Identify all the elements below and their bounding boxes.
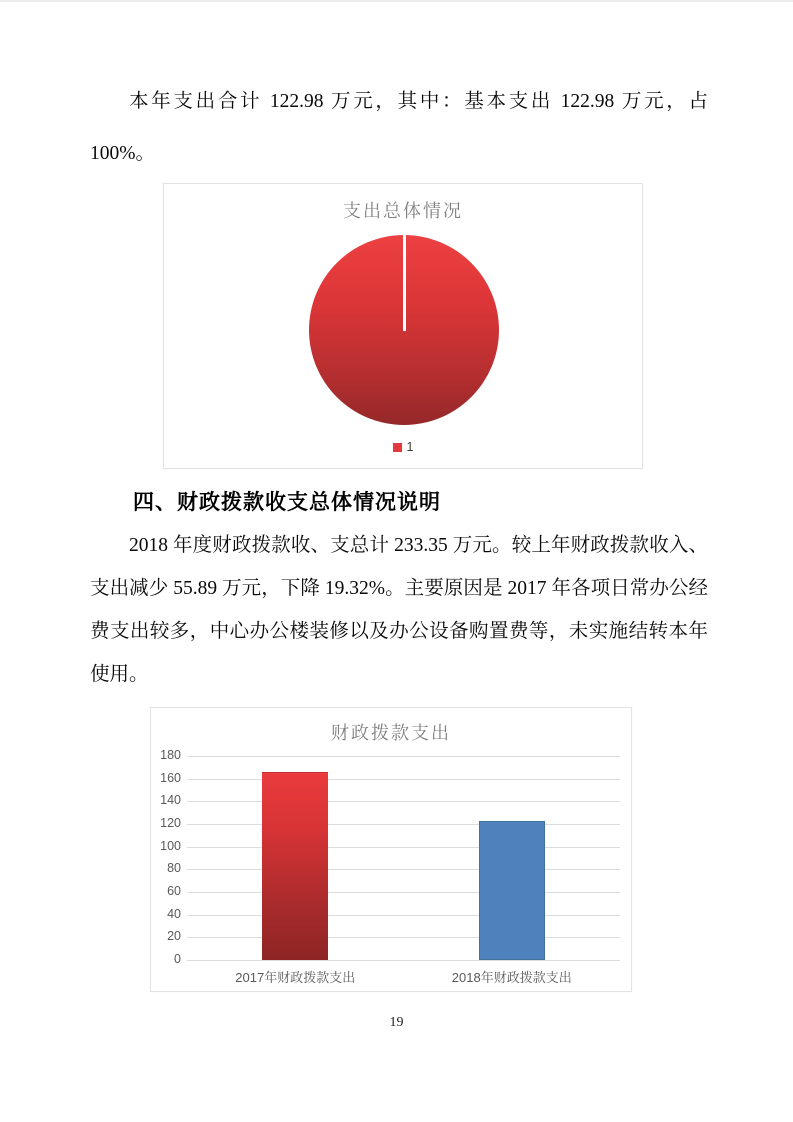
gridline xyxy=(187,801,620,802)
gridline xyxy=(187,915,620,916)
legend-swatch-icon xyxy=(393,443,402,452)
bar-x-labels xyxy=(187,967,620,986)
y-tick-label: 160 xyxy=(160,770,181,785)
gridline xyxy=(187,779,620,780)
x-category-label: 2017年财政拨款支出 xyxy=(235,970,356,985)
bar-plot-area xyxy=(187,756,620,960)
pie-legend xyxy=(164,440,642,454)
bar-chart-title: 财政拨款支出 xyxy=(331,723,451,743)
legend-label: 1 xyxy=(406,440,414,454)
pie-chart-title: 支出总体情况 xyxy=(343,201,463,221)
y-tick-label: 140 xyxy=(160,793,181,808)
y-tick-label: 0 xyxy=(174,952,181,966)
gridline xyxy=(187,937,620,938)
page-number: 19 xyxy=(389,1015,404,1030)
section-heading: 四、财政拨款收支总体情况说明 xyxy=(133,491,441,514)
fiscal-summary-paragraph: 2018 年度财政拨款收、支总计 233.35 万元。较上年财政拨款收入、支出减少 55.89 万元，下降 19.32%。主要原因是 2017 年各项日常办公经费支出较多，中心办公楼装修以及办公设备购置费等，未实施结转本年使用。 xyxy=(90,535,708,685)
gridline xyxy=(187,892,620,893)
y-tick-label: 80 xyxy=(167,861,181,876)
bar-2017 xyxy=(262,772,328,960)
y-tick-label: 40 xyxy=(167,906,181,921)
expenditure-summary-paragraph: 本年支出合计 122.98 万元，其中：基本支出 122.98 万元，占 100%。 xyxy=(90,91,708,164)
pie-chart-panel xyxy=(163,183,643,469)
y-tick-label: 180 xyxy=(160,748,181,762)
y-tick-label: 60 xyxy=(167,884,181,898)
bar-chart-panel xyxy=(150,707,632,992)
x-category-label: 2018年财政拨款支出 xyxy=(451,970,572,985)
gridline xyxy=(187,869,620,870)
gridline xyxy=(187,847,620,848)
pie-slice-expenditure xyxy=(309,235,499,425)
bar-2018 xyxy=(479,821,545,960)
pie-slice-divider xyxy=(403,235,406,331)
gridline xyxy=(187,960,620,961)
y-tick-label: 20 xyxy=(167,929,181,944)
y-tick-label: 120 xyxy=(160,816,181,830)
y-tick-label: 100 xyxy=(160,838,181,853)
gridline xyxy=(187,824,620,825)
gridline xyxy=(187,756,620,757)
